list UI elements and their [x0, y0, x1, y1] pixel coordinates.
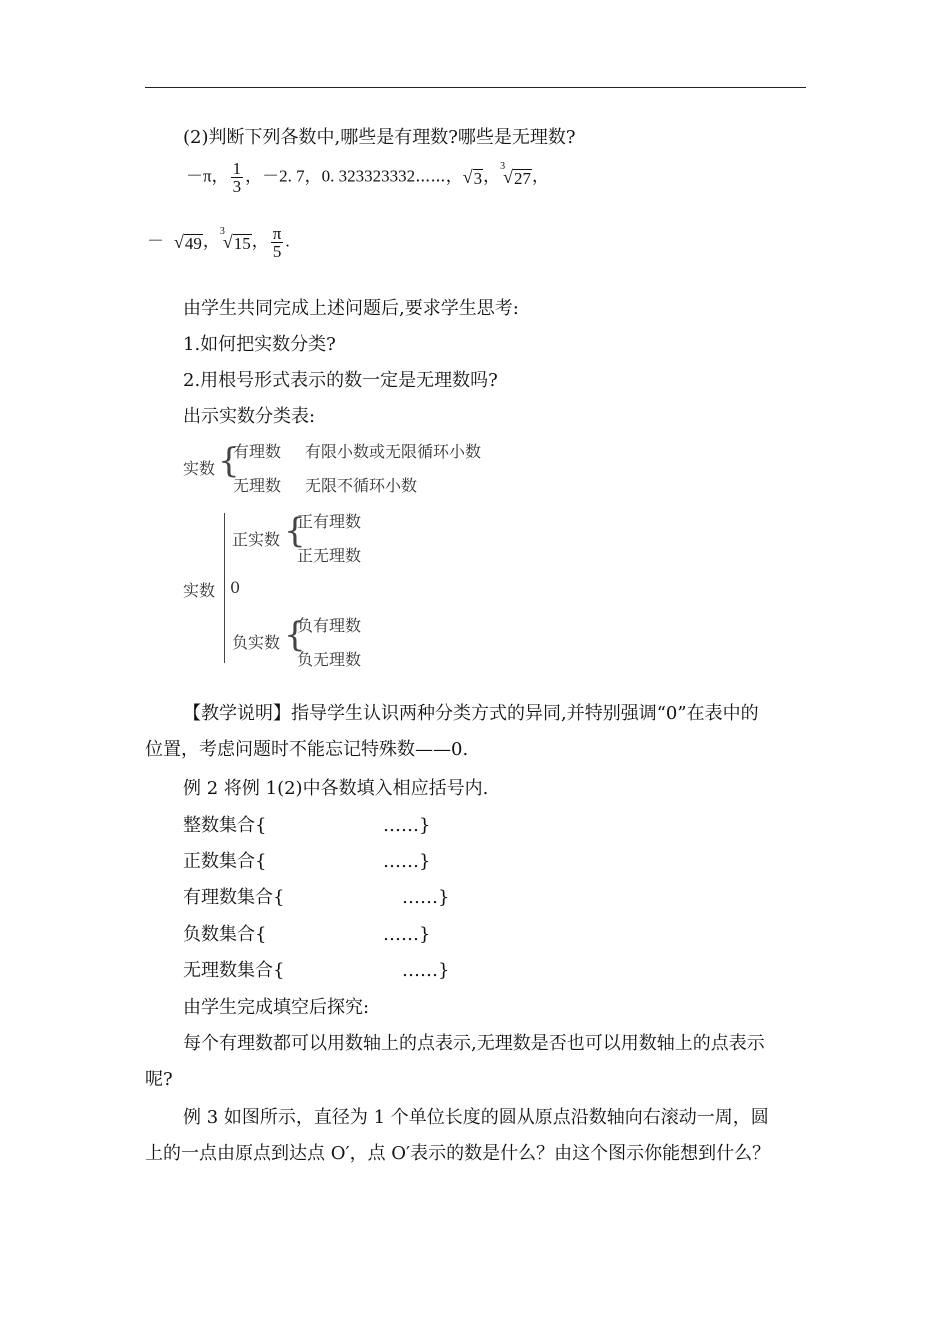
question-radical: 2.用根号形式表示的数一定是无理数吗? — [183, 370, 498, 391]
number-list-line-1: －π， $\frac{1}{3}$ ，－2. 7，0. 323323332⋯⋯， √ 3 ， 3 √ 27 ， — [186, 159, 549, 196]
brace-icon: { — [284, 615, 306, 655]
paragraph-explore: 由学生完成填空后探究: — [183, 997, 370, 1018]
number-list-line-2: － √ 49 ， 3 √ 15 ， $\frac{\pi}{5}$ . — [147, 224, 290, 261]
set-rational-dots: ……} — [402, 887, 450, 908]
cube-root-27: 3 √ 27 — [500, 161, 531, 188]
set-positive-label: 正数集合{ — [183, 851, 267, 872]
question-classify: 1.如何把实数分类? — [183, 334, 336, 355]
set-irrational-label: 无理数集合{ — [183, 960, 285, 981]
paragraph-show-table: 出示实数分类表: — [183, 406, 316, 427]
paragraph-discuss: 由学生共同完成上述问题后,要求学生思考: — [183, 298, 519, 319]
set-positive-dots: ……} — [383, 851, 431, 872]
set-irrational-dots: ……} — [402, 960, 450, 981]
teaching-note-line-2: 位置，考虑问题时不能忘记特殊数——0. — [145, 739, 469, 760]
fraction-pi-over-5: $\frac{\pi}{5}$ — [272, 224, 282, 261]
set-negative-dots: ……} — [383, 924, 431, 945]
brace-icon — [224, 513, 225, 663]
header-rule — [145, 87, 806, 88]
example-3-line-1: 例 3 如图所示，直径为 1 个单位长度的圆从原点沿数轴向右滚动一周，圆 — [183, 1107, 769, 1128]
set-integers-dots: ……} — [383, 815, 431, 836]
paragraph-question-line-2: 呢? — [145, 1069, 173, 1090]
paragraph-question-line-1: 每个有理数都可以用数轴上的点表示,无理数是否也可以用数轴上的点表示 — [183, 1033, 765, 1054]
neg-pi: －π， — [186, 166, 229, 186]
set-rational-label: 有理数集合{ — [183, 887, 285, 908]
teaching-note-line-1: 【教学说明】指导学生认识两种分类方式的异同,并特别强调“0”在表中的 — [183, 703, 759, 724]
sqrt-3: √ 3 — [462, 167, 483, 188]
set-negative-label: 负数集合{ — [183, 924, 267, 945]
question-2-title: (2)判断下列各数中,哪些是有理数?哪些是无理数? — [183, 127, 576, 148]
sqrt-49: √ 49 — [174, 232, 202, 253]
example-2: 例 2 将例 1(2)中各数填入相应括号内. — [183, 778, 489, 799]
brace-icon: { — [218, 441, 240, 481]
set-integers-label: 整数集合{ — [183, 815, 267, 836]
fraction-one-third: $\frac{1}{3}$ — [232, 159, 242, 196]
brace-icon: { — [284, 511, 306, 551]
cube-root-15: 3 √ 15 — [219, 226, 251, 253]
number-list-middle: ，－2. 7，0. 323323332⋯⋯， — [245, 166, 463, 186]
example-3-line-2: 上的一点由原点到达点 O′，点 O′表示的数是什么？由这个图示你能想到什么？ — [145, 1143, 771, 1164]
